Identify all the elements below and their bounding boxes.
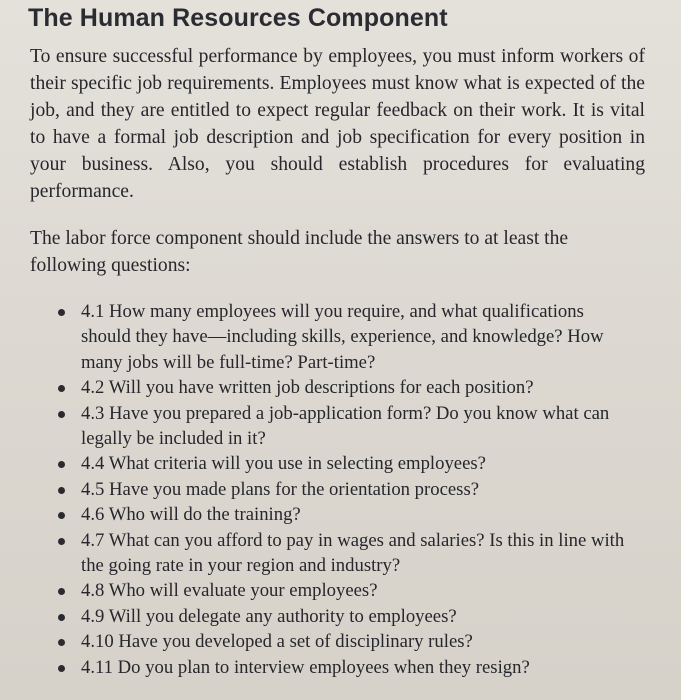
list-item xyxy=(58,578,638,603)
bullet-icon xyxy=(58,461,65,468)
intro-paragraph: To ensure successful performance by employees, you must inform workers of their specific job requirements. Employees must know what is expected of the job, and they are entitled to expect regular feedback on their work. It is vital to have a formal job description and job specification for every position in your business. Also, you should establish procedures for evaluating performance. xyxy=(30,46,645,202)
list-item xyxy=(58,375,638,400)
bullet-icon xyxy=(58,665,65,672)
list-item-text: 4.9 Will you delegate any authority to employees? xyxy=(81,605,457,627)
section-title: The Human Resources Component xyxy=(28,4,448,32)
bullet-icon xyxy=(58,538,65,545)
list-item xyxy=(58,502,638,527)
list-item-text: 4.5 Have you made plans for the orientation process? xyxy=(81,478,480,500)
list-item xyxy=(58,629,638,654)
bullet-icon xyxy=(58,512,65,519)
list-item-text: 4.10 Have you developed a set of disciplinary rules? xyxy=(81,631,473,653)
bullet-icon xyxy=(58,385,65,392)
list-item-text: 4.4 What criteria will you use in selecting employees? xyxy=(81,453,486,475)
list-item-text: 4.7 What can you afford to pay in wages and salaries? Is this in line with the going rate in your region and industry? xyxy=(81,529,625,577)
list-item xyxy=(58,299,638,375)
bullet-icon xyxy=(58,614,65,621)
list-item-text: 4.6 Who will do the training? xyxy=(81,504,301,526)
list-item xyxy=(58,477,638,502)
list-item-text: 4.3 Have you prepared a job-application form? Do you know what can legally be included in it? xyxy=(81,402,610,450)
list-item xyxy=(58,655,638,680)
list-item-text: 4.8 Who will evaluate your employees? xyxy=(81,580,378,602)
bullet-icon xyxy=(58,588,65,595)
bullet-icon xyxy=(58,487,65,494)
list-item-text: 4.2 Will you have written job descriptions for each position? xyxy=(81,377,534,399)
list-item xyxy=(58,604,638,629)
list-item xyxy=(58,451,638,476)
list-item-text: 4.1 How many employees will you require, and what qualifications should they have—including skills, experience, and knowledge? How many jobs will be full-time? Part-time? xyxy=(81,301,604,373)
lead-paragraph: The labor force component should include the answers to at least the following questions: xyxy=(30,228,569,276)
list-item xyxy=(58,401,638,452)
bullet-icon xyxy=(58,639,65,646)
question-list xyxy=(58,299,638,680)
bullet-icon xyxy=(58,309,65,316)
list-item xyxy=(58,528,638,579)
bullet-icon xyxy=(58,411,65,418)
list-item-text: 4.11 Do you plan to interview employees when they resign? xyxy=(81,656,530,678)
